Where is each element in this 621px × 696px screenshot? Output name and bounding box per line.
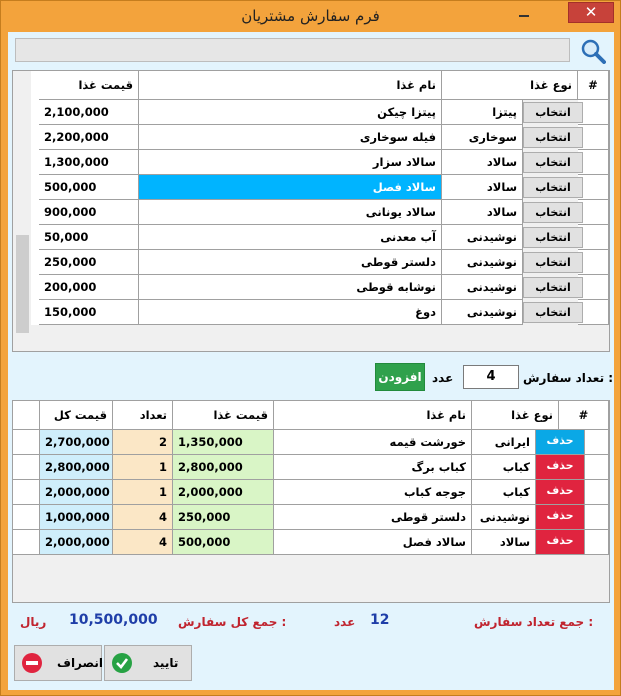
menu-cell-type: سوخاری (442, 125, 523, 150)
order-header-type: نوع غذا (472, 401, 559, 430)
order-header-qty: تعداد (113, 401, 173, 430)
order-cell-price: 500,000 (173, 530, 274, 555)
qty-label: تعداد سفارش : (523, 371, 614, 385)
menu-header-idx: # (578, 71, 609, 100)
confirm-label: تایید (153, 656, 179, 670)
add-button[interactable]: افزودن (375, 363, 425, 391)
delete-button[interactable]: حذف (536, 430, 585, 455)
order-count-label: جمع تعداد سفارش : (474, 615, 594, 629)
menu-cell-price: 500,000 (39, 175, 139, 200)
order-cell-name: خورشت قیمه (274, 430, 472, 455)
order-cell-type: سالاد (472, 530, 536, 555)
order-cell-type: کباب (472, 480, 536, 505)
order-count-value: 12 (370, 612, 390, 628)
delete-button[interactable]: حذف (536, 505, 585, 530)
menu-cell-type: پیتزا (442, 100, 523, 125)
order-row-index (585, 530, 609, 555)
menu-cell-price: 900,000 (39, 200, 139, 225)
order-cell-price: 2,800,000 (173, 455, 274, 480)
menu-cell-type: نوشیدنی (442, 225, 523, 250)
cancel-label: انصراف (57, 656, 103, 670)
order-cell-total: 1,000,000 (40, 505, 113, 530)
delete-button[interactable]: حذف (536, 455, 585, 480)
order-cell-total: 2,000,000 (40, 530, 113, 555)
order-cell-qty: 1 (113, 455, 173, 480)
order-header-idx: # (559, 401, 609, 430)
order-cell-price: 2,000,000 (173, 480, 274, 505)
order-row-index (585, 455, 609, 480)
menu-cell-type: نوشیدنی (442, 250, 523, 275)
search-icon[interactable] (580, 38, 606, 64)
order-cell-name: دلستر قوطی (274, 505, 472, 530)
menu-cell-price: 150,000 (39, 300, 139, 325)
order-cell-name: جوجه کباب (274, 480, 472, 505)
order-count-unit: عدد (334, 615, 356, 629)
order-cell-qty: 2 (113, 430, 173, 455)
qty-unit-label: عدد (432, 371, 454, 385)
cancel-button[interactable] (14, 645, 102, 681)
menu-grid (12, 70, 610, 352)
select-button[interactable]: انتخاب (523, 252, 583, 273)
scroll-thumb[interactable] (16, 235, 29, 333)
select-button[interactable]: انتخاب (523, 277, 583, 298)
order-cell-total: 2,800,000 (40, 455, 113, 480)
order-row-header (13, 455, 40, 480)
menu-cell-type: نوشیدنی (442, 275, 523, 300)
order-row-index (585, 505, 609, 530)
order-row-header (13, 430, 40, 455)
order-header-total: قیمت کل (40, 401, 113, 430)
menu-cell-type: سالاد (442, 200, 523, 225)
order-row-header (13, 530, 40, 555)
menu-header-price: قیمت غذا (39, 71, 139, 100)
menu-cell-price: 1,300,000 (39, 150, 139, 175)
menu-cell-price: 2,100,000 (39, 100, 139, 125)
delete-button[interactable]: حذف (536, 530, 585, 555)
order-total-unit: ریال (20, 615, 47, 629)
menu-cell-type: سالاد (442, 150, 523, 175)
order-cell-name: سالاد فصل (274, 530, 472, 555)
menu-header-type: نوع غذا (442, 71, 578, 100)
client-area (8, 32, 614, 690)
order-grid (12, 400, 610, 603)
menu-cell-name: سالاد فصل (139, 175, 442, 200)
order-cell-type: نوشیدنی (472, 505, 536, 530)
order-cell-qty: 1 (113, 480, 173, 505)
select-button[interactable]: انتخاب (523, 202, 583, 223)
menu-horizontal-scrollbar[interactable] (14, 334, 609, 351)
menu-cell-name: پیتزا چیکن (139, 100, 442, 125)
menu-cell-name: نوشابه قوطی (139, 275, 442, 300)
order-cell-total: 2,700,000 (40, 430, 113, 455)
minimize-button[interactable] (509, 3, 539, 23)
menu-cell-name: فیله سوخاری (139, 125, 442, 150)
window-title: فرم سفارش مشتریان (241, 7, 380, 25)
qty-input[interactable]: 4 (463, 365, 519, 389)
search-input[interactable] (15, 38, 570, 62)
order-header-corner (13, 401, 40, 430)
order-row-index (585, 430, 609, 455)
select-button[interactable]: انتخاب (523, 177, 583, 198)
menu-cell-name: دوغ (139, 300, 442, 325)
confirm-button[interactable] (104, 645, 192, 681)
check-icon (111, 652, 133, 674)
menu-header-name: نام غذا (139, 71, 442, 100)
menu-cell-price: 50,000 (39, 225, 139, 250)
menu-cell-type: سالاد (442, 175, 523, 200)
order-cell-type: کباب (472, 455, 536, 480)
menu-cell-name: سالاد سزار (139, 150, 442, 175)
select-button[interactable]: انتخاب (523, 127, 583, 148)
delete-button[interactable]: حذف (536, 480, 585, 505)
menu-cell-price: 2,200,000 (39, 125, 139, 150)
title-bar (1, 1, 620, 32)
menu-cell-price: 200,000 (39, 275, 139, 300)
order-cell-total: 2,000,000 (40, 480, 113, 505)
select-button[interactable]: انتخاب (523, 227, 583, 248)
order-header-name: نام غذا (274, 401, 472, 430)
menu-cell-name: آب معدنی (139, 225, 442, 250)
select-button[interactable]: انتخاب (523, 302, 583, 323)
order-cell-name: کباب برگ (274, 455, 472, 480)
order-row-header (13, 480, 40, 505)
close-button[interactable]: ✕ (568, 2, 614, 23)
minus-circle-icon (21, 652, 43, 674)
menu-cell-type: نوشیدنی (442, 300, 523, 325)
order-total-value: 10,500,000 (69, 612, 158, 628)
order-row-index (585, 480, 609, 505)
order-cell-qty: 4 (113, 530, 173, 555)
order-row-header (13, 505, 40, 530)
order-cell-qty: 4 (113, 505, 173, 530)
menu-left-gap (31, 71, 39, 325)
menu-cell-name: دلستر قوطی (139, 250, 442, 275)
select-button[interactable]: انتخاب (523, 152, 583, 173)
menu-cell-name: سالاد یونانی (139, 200, 442, 225)
order-header-price: قیمت غذا (173, 401, 274, 430)
order-cell-price: 1,350,000 (173, 430, 274, 455)
menu-cell-price: 250,000 (39, 250, 139, 275)
menu-vertical-scrollbar[interactable] (14, 72, 31, 350)
select-button[interactable]: انتخاب (523, 102, 583, 123)
order-cell-price: 250,000 (173, 505, 274, 530)
order-total-label: جمع کل سفارش : (178, 615, 287, 629)
order-cell-type: ایرانی (472, 430, 536, 455)
